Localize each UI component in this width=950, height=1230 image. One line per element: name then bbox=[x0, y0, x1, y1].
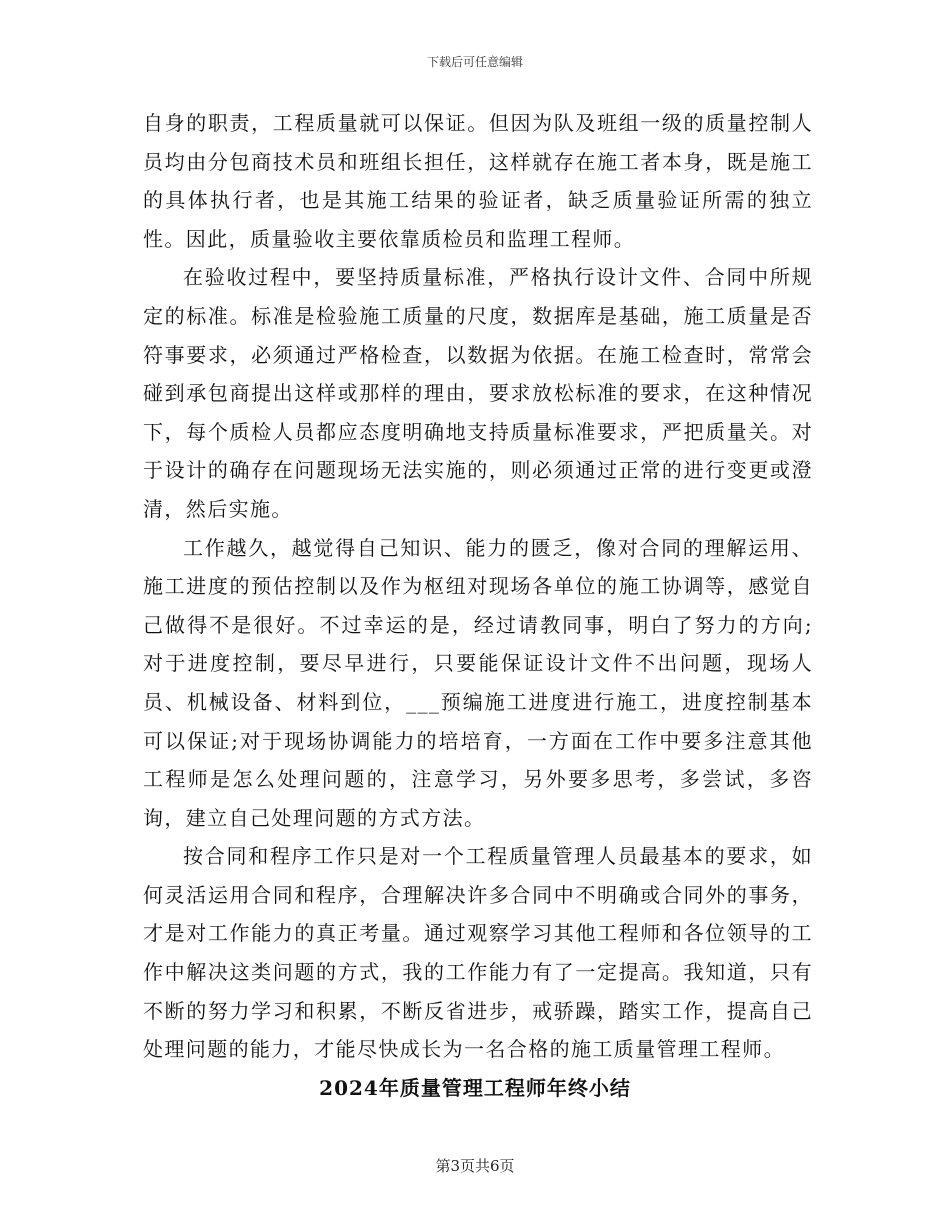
section-title: 2024年质量管理工程师年终小结 bbox=[319, 1076, 631, 1100]
paragraph: 按合同和程序工作只是对一个工程质量管理人员最基本的要求，如何灵活运用合同和程序，合理解决许多合同中不明确或合同外的事务，才是对工作能力的真正考量。通过观察学习其他工程师和各位领导的工作中解决这类问题的方式，我的工作能力有了一定提高。我知道，只有不断的努力学习和积累，不断反省进步，戒骄躁，踏实工作，提高自己处理问题的能力，才能尽快成长为一名合格的施工质量管理工程师。 bbox=[143, 844, 813, 1062]
paragraph: 自身的职责，工程质量就可以保证。但因为队及班组一级的质量控制人员均由分包商技术员和班组长担任，这样就存在施工者本身，既是施工的具体执行者，也是其施工结果的验证者，缺乏质量验证所需的独立性。因此，质量验收主要依靠质检员和监理工程师。 bbox=[143, 111, 813, 251]
page-header: 下载后可任意编辑 bbox=[426, 55, 523, 69]
paragraph: 工作越久，越觉得自己知识、能力的匮乏，像对合同的理解运用、施工进度的预估控制以及作为枢纽对现场各单位的施工协调等，感觉自己做得不是很好。不过幸运的是，经过请教同事，明白了努力的方向;对于进度控制，要尽早进行，只要能保证设计文件不出问题，现场人员、机械设备、材料到位，___预编施工进度进行施工，进度控制基本可以保证;对于现场协调能力的培培育，一方面在工作中要多注意其他工程师是怎么处理问题的，注意学习，另外要多思考，多尝试，多咨询，建立自己处理问题的方式方法。 bbox=[143, 535, 813, 830]
paragraph: 在验收过程中，要坚持质量标准，严格执行设计文件、合同中所规定的标准。标准是检验施工质量的尺度，数据库是基础，施工质量是否符事要求，必须通过严格检查，以数据为依据。在施工检查时，常常会碰到承包商提出这样或那样的理由，要求放松标准的要求，在这种情况下，每个质检人员都应态度明确地支持质量标准要求，严把质量关。对于设计的确存在问题现场无法实施的，则必须通过正常的进行变更或澄清，然后实施。 bbox=[143, 265, 813, 521]
page-footer: 第3页共6页 bbox=[435, 1157, 515, 1175]
document-body bbox=[143, 104, 813, 1069]
